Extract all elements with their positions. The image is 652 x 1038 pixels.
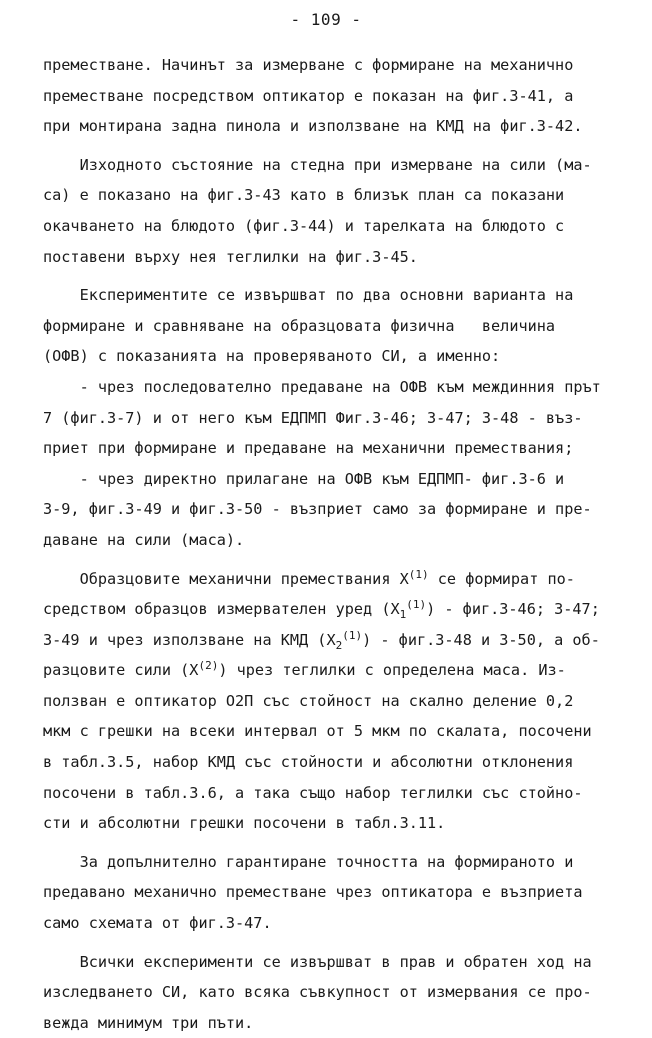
- text-line: - чрез директно прилагане на ОФВ към ЕДПМП- фиг.3-6 и: [43, 469, 565, 488]
- text-line: са) е показано на фиг.3-43 като в близък план са показани: [43, 186, 565, 205]
- text-line: За допълнително гарантиране точността на формираното и: [43, 852, 574, 871]
- text-line: средством образцов измервателен уред $(X_1^{(1)}) - фиг.3-46$; 3-47;: [43, 598, 600, 622]
- text-line: преместване посредством оптикатор е показан на фиг.3-41, а: [43, 86, 574, 105]
- paragraph-gap: [43, 272, 615, 280]
- text-line: преместване. Начинът за измерване с формиране на механично: [43, 56, 574, 74]
- text-line: мкм с грешки на всеки интервал от 5 мкм по скалата, посочени: [43, 722, 592, 741]
- text-line: предавано механично преместване чрез оптикатора е възприета: [43, 883, 583, 902]
- text-line: 3-9, фиг.3-49 и фиг.3-50 - възприет само за формиране и пре-: [43, 500, 592, 519]
- text-line: разцовите сили $(X^{(2)})$ чрез теглилки с определена маса. Из-: [43, 659, 566, 680]
- paragraph-gap: [43, 939, 615, 947]
- text-line: посочени в табл.3.6, а така също набор теглилки със стойно-: [43, 783, 583, 802]
- text-line: в табл.3.5, набор КМД със стойности и абсолютни отклонения: [43, 753, 574, 772]
- text-line: приет при формиране и предаване на механични премествания;: [43, 439, 574, 458]
- text-line: ползван е оптикатор О2П със стойност на скално деление 0,2: [43, 691, 574, 710]
- body-text: [43, 50, 615, 1038]
- text-line: поставени върху нея теглилки на фиг.3-45.: [43, 247, 418, 266]
- paragraph-gap: [43, 142, 615, 150]
- text-line: окачването на блюдото (фиг.3-44) и тарелката на блюдото с: [43, 216, 565, 235]
- text-line: сти и абсолютни грешки посочени в табл.3.11.: [43, 814, 446, 833]
- text-line: при монтирана задна пинола и използване на КМД на фиг.3-42.: [43, 117, 583, 136]
- text-line: (ОФВ) с показанията на проверяваното СИ, а именно:: [43, 347, 501, 366]
- text-line: Изходното състояние на стедна при измерване на сили (ма-: [43, 155, 592, 174]
- text-line: изследването СИ, като всяка съвкупност от измервания се про-: [43, 983, 592, 1002]
- text-line: - чрез последователно предаване на ОФВ към междинния прът: [43, 377, 601, 396]
- text-line: вежда минимум три пъти.: [43, 1013, 254, 1032]
- text-line: Всички експерименти се извършват в прав и обратен ход на: [43, 952, 592, 971]
- text-line: 3-49 и чрез използване на КМД $(X_2^{(1)}) - фиг.3-48$ и 3-50, а об-: [43, 628, 600, 652]
- text-line: Експериментите се извършват по два основни варианта на: [43, 286, 574, 305]
- text-line: 7 (фиг.3-7) и от него към ЕДПМП Фиг.3-46; 3-47; 3-48 - въз-: [43, 408, 583, 427]
- paragraph-gap: [43, 556, 615, 564]
- paragraph-gap: [43, 839, 615, 847]
- text-line: Образцовите механични премествания $X^{(1)}$ се формират по-: [43, 567, 575, 588]
- text-line: даване на сили (маса).: [43, 530, 245, 549]
- text-line: формиране и сравняване на образцовата физична величина: [43, 316, 556, 335]
- text-line: само схемата от фиг.3-47.: [43, 914, 272, 933]
- page-number: - 109 -: [290, 10, 362, 29]
